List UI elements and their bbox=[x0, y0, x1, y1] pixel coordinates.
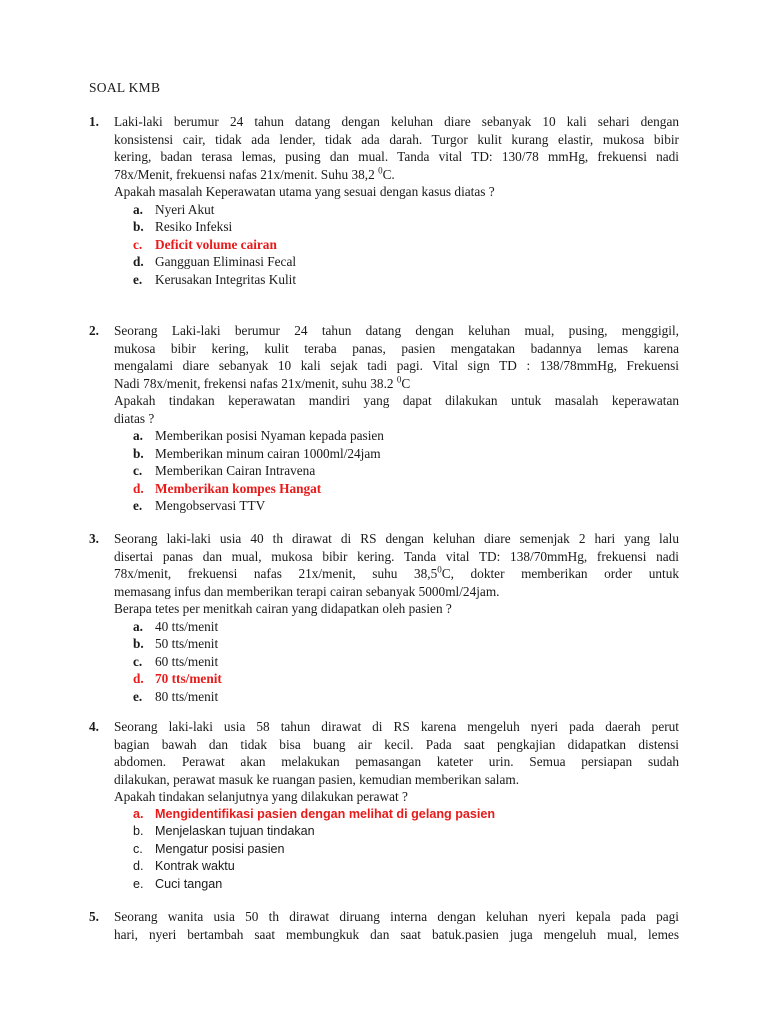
question-prompt: Apakah tindakan selanjutnya yang dilakukan perawat ? bbox=[114, 789, 408, 804]
option-c-answer: c. Deficit volume cairan bbox=[133, 236, 277, 252]
question-stem bbox=[114, 113, 679, 183]
stem-line: disertai panas dan mual, mukosa bibir kering. Tanda vital TD: 138/70mmHg, frekuensi nadi bbox=[114, 548, 679, 564]
stem-line: 78x/menit, frekuensi nafas 21x/menit, suhu 38,5$^0$C, dokter memberikan order untuk bbox=[114, 564, 680, 581]
question-number: 3. bbox=[89, 531, 99, 546]
option-e: e. Mengobservasi TTV bbox=[133, 498, 266, 513]
stem-line: konsistensi cair, tidak ada lender, tidak ada darah. Turgor kulit kurang elastir, mukosa bibir bbox=[114, 131, 679, 147]
options-list bbox=[114, 427, 679, 515]
options-list bbox=[114, 618, 679, 706]
stem-line: Laki-laki berumur 24 tahun datang dengan keluhan diare sebanyak 10 kali sehari dengan bbox=[114, 114, 679, 129]
option-a: a. 40 tts/menit bbox=[133, 618, 219, 634]
option-b: b. Memberikan minum cairan 1000ml/24jam bbox=[133, 445, 381, 461]
question-stem bbox=[114, 530, 679, 600]
option-a: a. Nyeri Akut bbox=[133, 201, 215, 217]
question-5 bbox=[89, 908, 679, 943]
degree-superscript: 0 bbox=[437, 564, 442, 575]
question-2 bbox=[89, 322, 679, 515]
option-b: b. 50 tts/menit bbox=[133, 636, 219, 651]
option-b: b. Resiko Infeksi bbox=[133, 219, 233, 234]
option-b: b. Menjelaskan tujuan tindakan bbox=[133, 824, 315, 838]
option-c: c. Mengatur posisi pasien bbox=[133, 841, 285, 856]
question-stem bbox=[114, 908, 679, 943]
question-4 bbox=[89, 718, 679, 893]
stem-line: 78x/Menit, frekuensi nafas 21x/menit. Suhu 38,2 $^0$C. bbox=[114, 165, 395, 182]
stem-line: mukosa bibir kering, kulit teraba panas, pasien mengatakan badannya lemas karena bbox=[114, 340, 679, 356]
stem-line: memasang infus dan memberikan terapi cairan sebanyak 5000ml/24jam. bbox=[114, 583, 500, 599]
stem-line: bagian bawah dan tidak bisa buang air kecil. Pada saat pengkajian didapatkan distensi bbox=[114, 736, 679, 752]
degree-superscript: 0 bbox=[378, 165, 383, 176]
option-a: a. Memberikan posisi Nyaman kepada pasien bbox=[133, 428, 384, 443]
document-title: SOAL KMB bbox=[89, 80, 161, 95]
option-d: d. Kontrak waktu bbox=[133, 859, 235, 873]
degree-superscript: 0 bbox=[396, 374, 402, 385]
question-3 bbox=[89, 530, 679, 705]
question-1 bbox=[89, 113, 679, 288]
stem-line: Seorang Laki-laki berumur 24 tahun datang dengan keluhan mual, pusing, menggigil, bbox=[114, 323, 679, 338]
stem-line: abdomen. Perawat akan melakukan pemasangan kateter urin. Semua persiapan sudah bbox=[114, 754, 679, 769]
stem-line: hari, nyeri bertambah saat membungkuk dan saat batuk.pasien juga mengeluh mual, lemes bbox=[114, 926, 679, 942]
stem-line: Seorang wanita usia 50 th dirawat diruang interna dengan keluhan nyeri kepala pada pagi bbox=[114, 909, 679, 924]
option-c: c. Memberikan Cairan Intravena bbox=[133, 463, 316, 478]
option-d: d. Gangguan Eliminasi Fecal bbox=[133, 254, 297, 269]
option-a-answer: a. Mengidentifikasi pasien dengan melihat di gelang pasien bbox=[133, 806, 496, 821]
option-d-answer: d. 70 tts/menit bbox=[133, 671, 222, 686]
options-list bbox=[114, 806, 679, 894]
options-list bbox=[114, 201, 679, 289]
stem-line: dilakukan, perawat masuk ke ruangan pasien, kemudian memberikan salam. bbox=[114, 771, 520, 787]
option-e: e. Cuci tangan bbox=[133, 876, 223, 891]
option-d-answer: d. Memberikan kompes Hangat bbox=[133, 480, 322, 496]
option-e: e. 80 tts/menit bbox=[133, 688, 219, 704]
question-prompt: Apakah masalah Keperawatan utama yang sesuai dengan kasus diatas ? bbox=[114, 184, 495, 199]
question-number: 5. bbox=[89, 909, 99, 924]
stem-line: Nadi 78x/menit, frekensi nafas 21x/menit, suhu 38.2 $^0$C bbox=[114, 374, 411, 391]
stem-line: Seorang laki-laki usia 58 tahun dirawat di RS karena mengeluh nyeri pada daerah perut bbox=[114, 719, 679, 734]
option-c: c. 60 tts/menit bbox=[133, 653, 219, 669]
question-prompt: Apakah tindakan keperawatan mandiri yang dapat dilakukan untuk masalah keperawatan diatas ? bbox=[114, 393, 679, 426]
stem-line: Seorang laki-laki usia 40 th dirawat di RS dengan keluhan diare semenjak 2 hari yang lalu bbox=[114, 531, 679, 546]
question-number: 1. bbox=[89, 114, 99, 129]
question-number: 4. bbox=[89, 719, 99, 734]
question-prompt: Berapa tetes per menitkah cairan yang didapatkan oleh pasien ? bbox=[114, 601, 452, 616]
option-e: e. Kerusakan Integritas Kulit bbox=[133, 271, 297, 287]
question-stem bbox=[114, 322, 679, 392]
question-number: 2. bbox=[89, 323, 99, 338]
stem-line: kering, badan terasa lemas, pusing dan mual. Tanda vital TD: 130/78 mmHg, frekuensi nadi bbox=[114, 149, 679, 164]
question-stem bbox=[114, 718, 679, 788]
stem-line: mengalami diare sebanyak 10 kali sejak tadi pagi. Vital sign TD : 138/78mmHg, Frekuensi bbox=[114, 358, 679, 373]
